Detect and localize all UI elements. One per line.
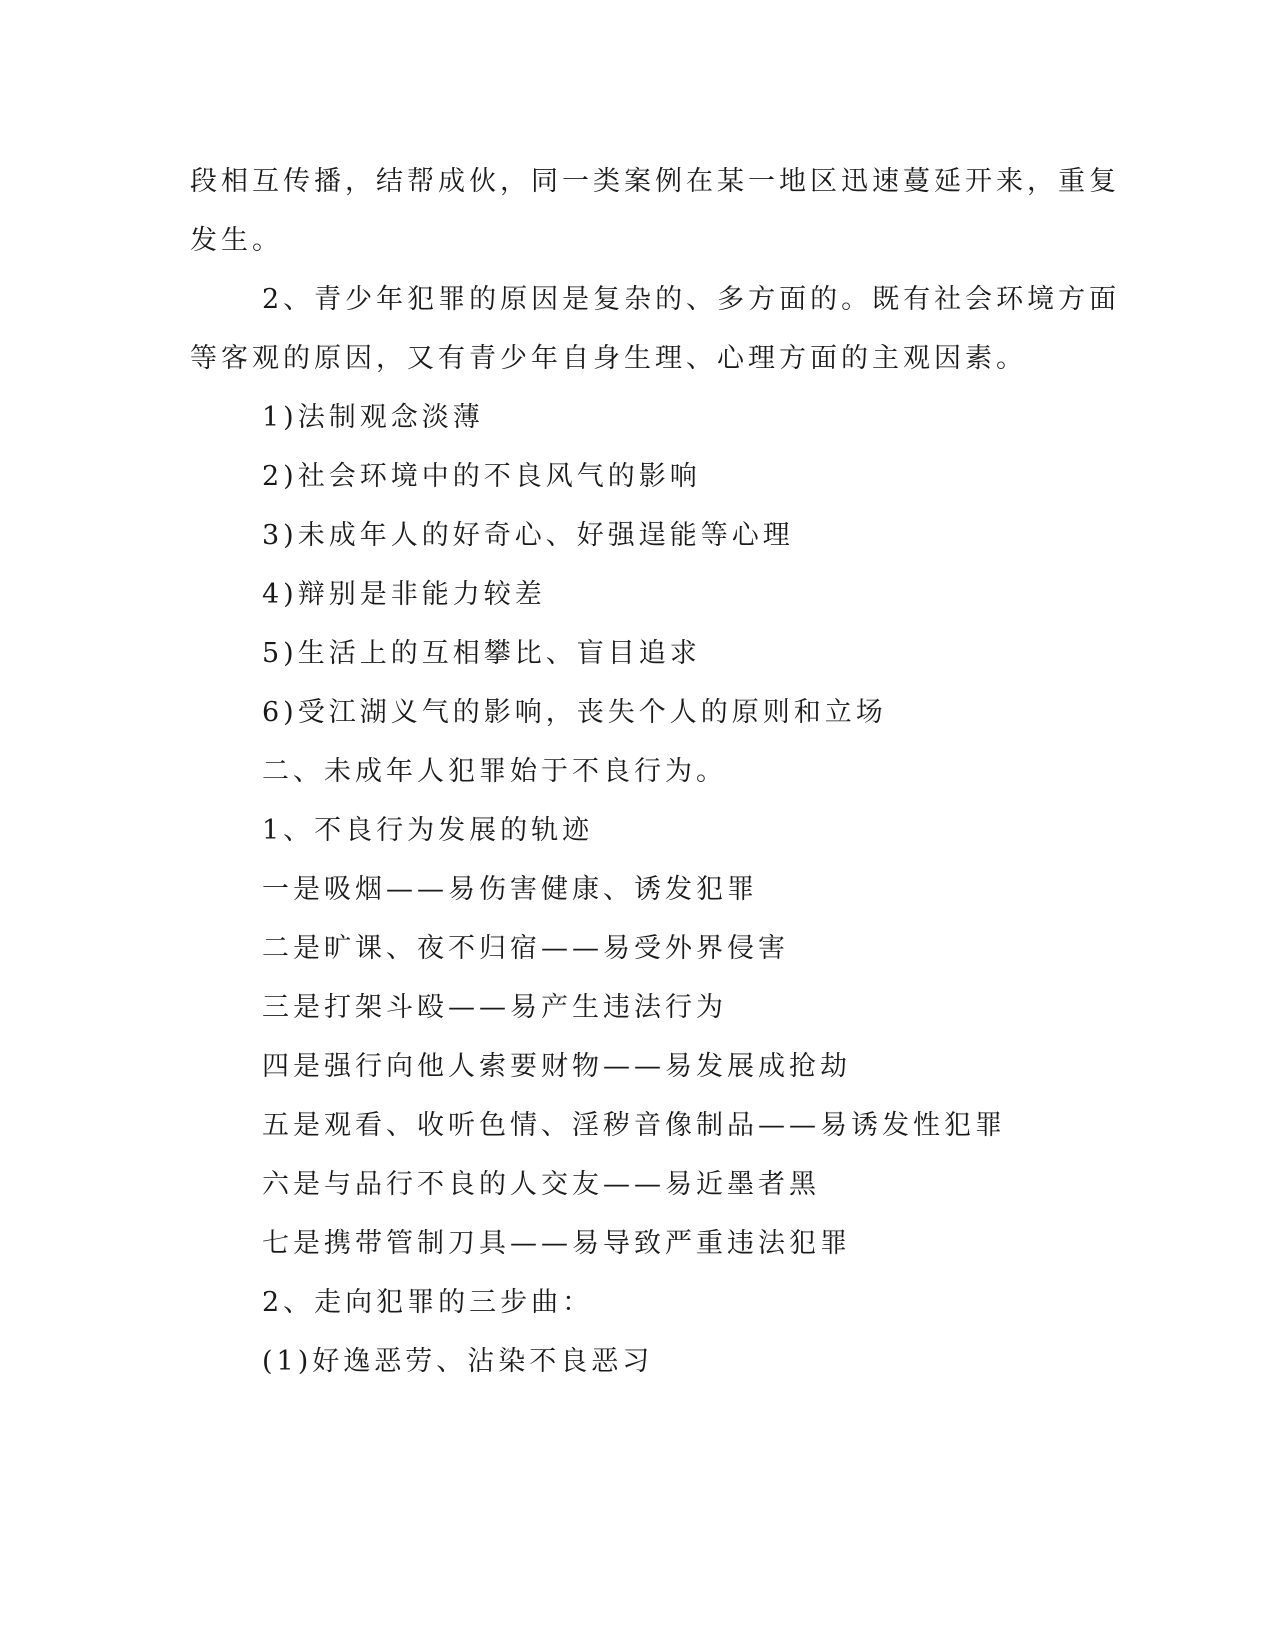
paragraph-line: 等客观的原因，又有青少年自身生理、心理方面的主观因素。	[190, 343, 1027, 374]
list-item: (1)好逸恶劳、沾染不良恶习	[262, 1346, 654, 1377]
list-item: 七是携带管制刀具——易导致严重违法犯罪	[262, 1228, 851, 1259]
list-item: 五是观看、收听色情、淫秽音像制品——易诱发性犯罪	[262, 1110, 1006, 1141]
list-item: 三是打架斗殴——易产生违法行为	[262, 992, 727, 1023]
list-item: 6)受江湖义气的影响，丧失个人的原则和立场	[262, 697, 887, 728]
list-item: 3)未成年人的好奇心、好强逞能等心理	[262, 520, 794, 551]
list-item: 2)社会环境中的不良风气的影响	[262, 461, 701, 492]
list-item: 1)法制观念淡薄	[262, 402, 484, 433]
paragraph-line: 发生。	[190, 225, 283, 256]
subsection-heading: 2、走向犯罪的三步曲：	[262, 1287, 594, 1318]
list-item: 一是吸烟——易伤害健康、诱发犯罪	[262, 874, 758, 905]
list-item: 六是与品行不良的人交友——易近墨者黑	[262, 1169, 820, 1200]
section-heading: 二、未成年人犯罪始于不良行为。	[262, 756, 727, 787]
paragraph-line: 段相互传播，结帮成伙，同一类案例在某一地区迅速蔓延开来，重复	[190, 166, 1120, 197]
subsection-heading: 1、不良行为发展的轨迹	[262, 815, 594, 846]
list-item: 二是旷课、夜不归宿——易受外界侵害	[262, 933, 789, 964]
list-item: 5)生活上的互相攀比、盲目追求	[262, 638, 701, 669]
list-item: 四是强行向他人索要财物——易发展成抢劫	[262, 1051, 851, 1082]
paragraph-line: 2、青少年犯罪的原因是复杂的、多方面的。既有社会环境方面	[262, 284, 1121, 315]
list-item: 4)辩别是非能力较差	[262, 579, 546, 610]
